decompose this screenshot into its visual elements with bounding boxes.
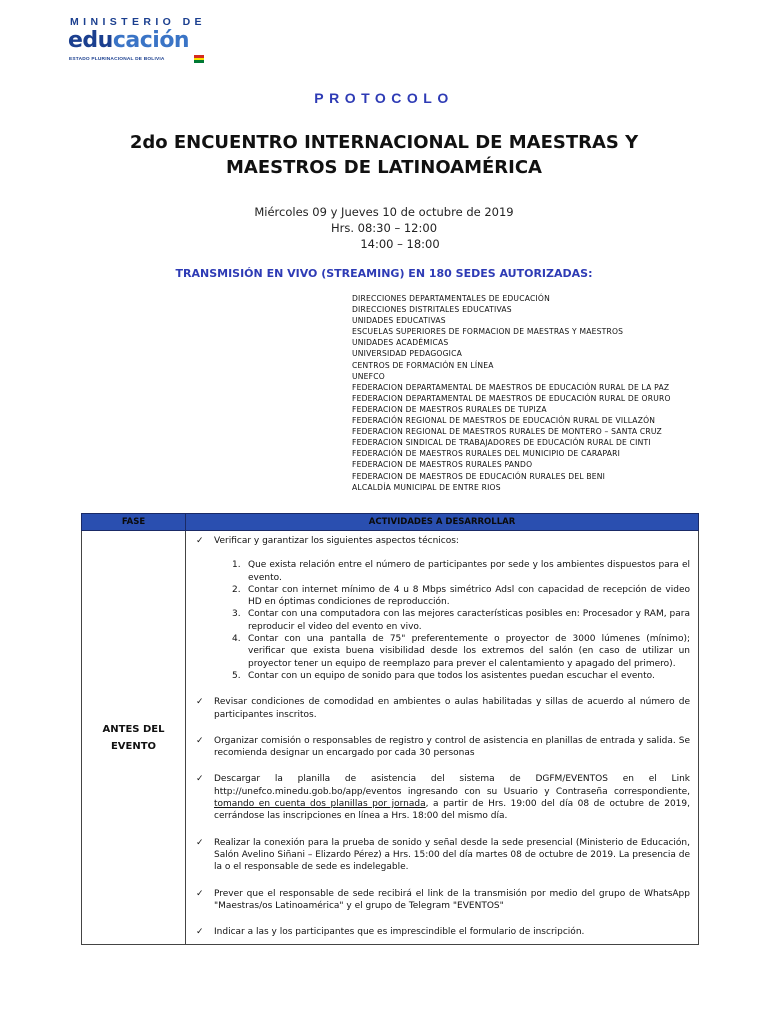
- activity-registration-form: [196, 926, 690, 938]
- phase-label-line-2: EVENTO: [110, 740, 157, 752]
- activity-text: [214, 774, 690, 821]
- activity-verify-technical: [196, 535, 690, 682]
- checkmark-icon: ✓: [196, 774, 204, 785]
- event-date: Miércoles 09 y Jueves 10 de octubre de 2019: [254, 205, 514, 219]
- event-title: [0, 130, 768, 180]
- activity-text-underlined: tomando en cuenta dos planillas por jornada: [214, 799, 426, 810]
- list-item: FEDERACION REGIONAL DE MAESTROS RURALES DE MONTERO – SANTA CRUZ: [352, 427, 662, 437]
- activity-text: Revisar condiciones de comodidad en ambientes o aulas habilitadas y sillas de acuerdo al número de participantes inscritos.: [214, 697, 690, 720]
- list-item: ESCUELAS SUPERIORES DE FORMACION DE MAESTRAS Y MAESTROS: [352, 327, 624, 337]
- item-number: 3.: [232, 609, 241, 620]
- activity-receive-link: [196, 888, 690, 913]
- ministry-logo: [66, 16, 208, 66]
- bolivia-flag-icon: [194, 55, 204, 63]
- protocol-table: [81, 513, 699, 945]
- item-number: 2.: [232, 584, 241, 595]
- list-item: [232, 584, 690, 609]
- activity-text-part-2: , a partir de Hrs. 19:00 del día 08 de octubre de 2019, cerrándose las inscripciones en línea a Hrs. 18:00 del mismo día.: [214, 799, 690, 822]
- list-item: UNEFCO: [352, 371, 385, 381]
- activity-comfort-check: [196, 696, 690, 721]
- event-hours-morning: Hrs. 08:30 – 12:00: [330, 221, 438, 235]
- activities-cell: [186, 531, 699, 945]
- list-item: [232, 559, 690, 584]
- technical-requirements-list: [214, 559, 690, 682]
- list-item: FEDERACION DE MAESTROS RURALES DE TUPIZA: [352, 404, 547, 414]
- list-item: CENTROS DE FORMACIÓN EN LÍNEA: [352, 360, 494, 370]
- activity-text: Verificar y garantizar los siguientes aspectos técnicos:: [214, 536, 459, 546]
- list-item: FEDERACION SINDICAL DE TRABAJADORES DE EDUCACIÓN RURAL DE CINTI: [352, 438, 651, 448]
- list-item: [232, 670, 690, 682]
- header-activities: ACTIVIDADES A DESARROLLAR: [186, 514, 699, 531]
- list-item: DIRECCIONES DISTRITALES EDUCATIVAS: [352, 305, 512, 315]
- header-phase: FASE: [82, 514, 186, 531]
- table-header-row: [82, 514, 699, 531]
- checkmark-icon: ✓: [196, 735, 204, 746]
- list-item: UNIDADES EDUCATIVAS: [352, 316, 446, 326]
- item-text: Contar con un equipo de sonido para que todos los asistentes puedan escuchar el evento.: [248, 670, 655, 681]
- table-row: [82, 531, 699, 945]
- checkmark-icon: ✓: [196, 927, 204, 938]
- item-text: Que exista relación entre el número de participantes por sede y los ambientes dispuestos para el evento.: [248, 560, 690, 583]
- item-text: Contar con una computadora con las mejores características posibles en: Procesador y RAM, para reproducir el video del evento en vivo.: [248, 609, 690, 632]
- list-item: FEDERACION DE MAESTROS RURALES PANDO: [352, 460, 533, 470]
- event-hours-afternoon: 14:00 – 18:00: [360, 237, 440, 251]
- list-item: FEDERACIÓN REGIONAL DE MAESTROS DE EDUCACIÓN RURAL DE VILLAZÓN: [352, 416, 656, 426]
- activity-text-part-1: Descargar la planilla de asistencia del sistema de DGFM/EVENTOS en el Link http://unefco.minedu.gob.bo/app/eventos ingresando con su Usuario y Contraseña correspondiente,: [214, 774, 690, 797]
- flag-stripe-green: [194, 60, 204, 63]
- authorized-sites-list: [352, 293, 671, 493]
- checkmark-icon: ✓: [196, 888, 204, 899]
- activity-sound-test: [196, 837, 690, 874]
- list-item: FEDERACION DEPARTAMENTAL DE MAESTROS DE EDUCACIÓN RURAL DE LA PAZ: [352, 382, 670, 392]
- activity-registration: [196, 735, 690, 760]
- activity-download-attendance: [196, 773, 690, 822]
- list-item: ALCALDÍA MUNICIPAL DE ENTRE RIOS: [352, 482, 501, 492]
- list-item: DIRECCIONES DEPARTAMENTALES DE EDUCACIÓN: [352, 294, 550, 303]
- streaming-heading: TRANSMISIÓN EN VIVO (STREAMING) EN 180 SEDES AUTORIZADAS:: [175, 267, 593, 280]
- event-title-line-1: 2do ENCUENTRO INTERNACIONAL DE MAESTRAS Y: [129, 132, 639, 153]
- list-item: FEDERACION DE MAESTROS DE EDUCACIÓN RURALES DEL BENI: [352, 471, 606, 481]
- list-item: FEDERACIÓN DE MAESTROS RURALES DEL MUNICIPIO DE CARAPARI: [352, 449, 621, 459]
- checkmark-icon: ✓: [196, 536, 204, 546]
- list-item: [232, 608, 690, 633]
- phase-label-line-1: ANTES DEL: [102, 723, 165, 735]
- logo-ministerio-text: MINISTERIO DE: [70, 16, 206, 28]
- document-type-heading: PROTOCOLO: [314, 90, 454, 106]
- list-item: UNIVERSIDAD PEDAGOGICA: [352, 349, 463, 359]
- item-number: 1.: [232, 560, 241, 571]
- list-item: FEDERACION DEPARTAMENTAL DE MAESTROS DE EDUCACIÓN RURAL DE ORURO: [352, 393, 671, 403]
- item-number: 4.: [232, 634, 241, 645]
- list-item: UNIDADES ACADÉMICAS: [352, 338, 449, 348]
- item-text: Contar con una pantalla de 75" preferentemente o proyector de 3000 lúmenes (mínimo); verificar que exista buena visibilidad desde los extremos del salón (en caso de utilizar un proyector tener un equipo de reemplazo para prever el calentamiento y apagado del primero).: [248, 634, 690, 669]
- event-title-line-2: MAESTROS DE LATINOAMÉRICA: [226, 157, 542, 178]
- checkmark-icon: ✓: [196, 837, 204, 848]
- activity-text: Realizar la conexión para la prueba de sonido y señal desde la sede presencial (Ministerio de Educación, Salón Avelino Siñani – Elizardo Pérez) a Hrs. 15:00 del día martes 08 de octubre de 2019. La presencia de la o el responsable de sede es indelegable.: [214, 837, 691, 873]
- activity-text: Prever que el responsable de sede recibirá el link de la transmisión por medio del grupo de WhatsApp "Maestras/os Latinoamérica" y el grupo de Telegram "EVENTOS": [214, 888, 690, 911]
- list-item: [232, 633, 690, 670]
- activity-text: Indicar a las y los participantes que es imprescindible el formulario de inscripción.: [214, 927, 585, 938]
- item-text: Contar con internet mínimo de 4 u 8 Mbps simétrico Adsl con capacidad de recepción de video HD en óptimas condiciones de reproducción.: [248, 584, 690, 608]
- logo-estado-text: ESTADO PLURINACIONAL DE BOLIVIA: [69, 57, 165, 62]
- logo-educacion-text: educación: [68, 28, 190, 53]
- phase-cell: [82, 531, 186, 945]
- item-number: 5.: [232, 670, 241, 681]
- checkmark-icon: ✓: [196, 697, 204, 708]
- activity-text: Organizar comisión o responsables de registro y control de asistencia en planillas de entrada y salida. Se recomienda designar un encargado por cada 30 personas: [214, 735, 690, 759]
